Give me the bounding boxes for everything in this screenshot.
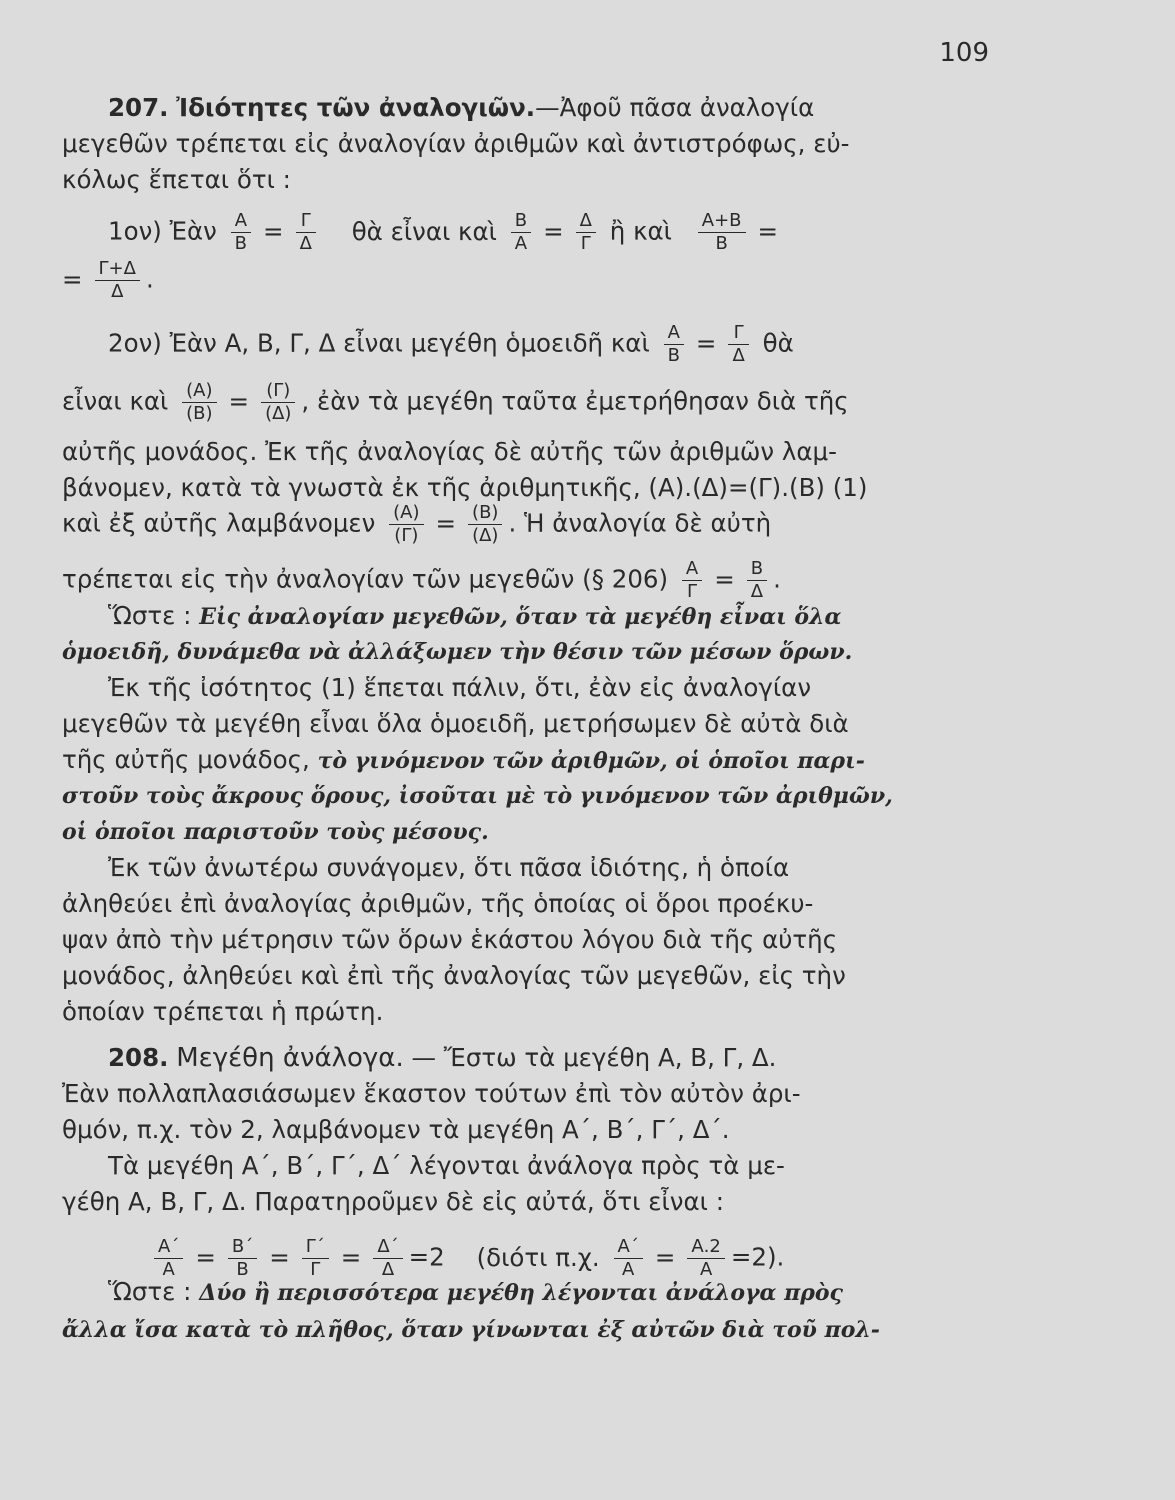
numerator: Β bbox=[747, 558, 767, 581]
denominator: Δ bbox=[732, 345, 745, 366]
text-line: μεγεθῶν τρέπεται εἰς ἀναλογίαν ἀριθμῶν καὶ ἀντιστρόφως, εὐ- bbox=[62, 129, 850, 158]
numerator: Α.2 bbox=[687, 1236, 725, 1259]
numerator: Γ΄ bbox=[302, 1236, 329, 1259]
text-line: βάνομεν, κατὰ τὰ γνωστὰ ἐκ τῆς ἀριθμητικῆς, (Α).(Δ)=(Γ).(Β) (1) bbox=[62, 473, 868, 502]
denominator: Δ bbox=[299, 233, 312, 254]
numerator: Β΄ bbox=[228, 1236, 257, 1259]
text-line: Ἐκ τῆς ἰσότητος (1) ἕπεται πάλιν, ὅτι, ἐὰν εἰς ἀναλογίαν bbox=[108, 673, 812, 702]
numerator: Β bbox=[511, 210, 531, 233]
text-line: κόλως ἕπεται ὅτι : bbox=[62, 165, 291, 194]
text: θὰ bbox=[762, 328, 794, 358]
denominator: (Γ) bbox=[394, 525, 419, 546]
text: =2). bbox=[730, 1242, 785, 1272]
equation-line bbox=[148, 1236, 784, 1281]
text-line: ψαν ἀπὸ τὴν μέτρησιν τῶν ὅρων ἑκάστου λόγου διὰ τῆς αὐτῆς bbox=[62, 925, 838, 954]
text: Ὥστε : bbox=[108, 601, 192, 630]
fraction bbox=[95, 258, 140, 303]
italic-text-line: ἄλλα ἴσα κατὰ τὸ πλῆθος, ὅταν γίνωνται ἐξ αὐτῶν διὰ τοῦ πολ- bbox=[62, 1317, 880, 1343]
section-title: Ἰδιότητες τῶν ἀναλογιῶν. bbox=[176, 93, 536, 122]
denominator: Α bbox=[514, 233, 528, 254]
item-label: 2ον) Ἐὰν Α, Β, Γ, Δ εἶναι μεγέθη ὁμοειδῆ καὶ bbox=[108, 328, 650, 358]
fraction bbox=[228, 1236, 257, 1281]
text-line bbox=[62, 380, 849, 425]
text: τῆς αὐτῆς μονάδος, bbox=[62, 745, 310, 774]
equals-sign: = bbox=[269, 1242, 290, 1272]
equals-sign: = bbox=[714, 564, 735, 594]
equals-sign: = bbox=[543, 216, 564, 246]
item-1-line bbox=[108, 210, 784, 255]
numerator: Δ bbox=[576, 210, 596, 233]
text: — Ἔστω τὰ μεγέθη Α, Β, Γ, Δ. bbox=[411, 1043, 777, 1072]
text: καὶ ἐξ αὐτῆς λαμβάνομεν bbox=[62, 508, 376, 538]
fraction bbox=[468, 502, 502, 547]
equals-sign: = bbox=[62, 264, 83, 294]
equals-sign: = bbox=[340, 1242, 362, 1272]
text-line: Ἐκ τῶν ἀνωτέρω συνάγομεν, ὅτι πᾶσα ἰδιότης, ἡ ὁποία bbox=[108, 853, 790, 882]
page-number: 109 bbox=[939, 38, 989, 68]
fraction bbox=[302, 1236, 329, 1281]
fraction bbox=[231, 210, 251, 255]
denominator: (Δ) bbox=[265, 403, 292, 424]
item-2-line bbox=[108, 322, 794, 367]
denominator: Β bbox=[234, 233, 248, 254]
fraction bbox=[296, 210, 316, 255]
conclusion-line bbox=[108, 600, 841, 633]
item-label: 1ον) Ἐὰν bbox=[108, 216, 217, 246]
fraction bbox=[698, 210, 746, 255]
fraction bbox=[373, 1236, 402, 1281]
numerator: Γ bbox=[728, 322, 748, 345]
text: , ἐὰν τὰ μεγέθη ταῦτα ἐμετρήθησαν διὰ τῆς bbox=[301, 386, 849, 416]
equals-sign: = bbox=[195, 1242, 216, 1272]
numerator: Α bbox=[231, 210, 251, 233]
equals-sign: = bbox=[228, 386, 250, 416]
text: (διότι π.χ. bbox=[476, 1242, 600, 1272]
fraction bbox=[154, 1236, 183, 1281]
italic-text-line: στοῦν τοὺς ἄκρους ὅρους, ἰσοῦται μὲ τὸ γινόμενον τῶν ἀριθμῶν, bbox=[62, 783, 893, 809]
text: . bbox=[145, 264, 154, 294]
denominator: Γ bbox=[580, 233, 591, 254]
denominator: (Β) bbox=[186, 403, 213, 424]
fraction bbox=[728, 322, 748, 367]
denominator: Δ bbox=[750, 581, 764, 602]
text: —Ἀφοῦ πᾶσα ἀναλογία bbox=[535, 93, 815, 122]
fraction bbox=[614, 1236, 643, 1281]
text: . bbox=[773, 564, 781, 594]
section-208-heading-line bbox=[108, 1042, 776, 1074]
fraction bbox=[682, 558, 702, 603]
section-207-heading-line bbox=[108, 92, 814, 124]
text-line: ὁποίαν τρέπεται ἡ πρώτη. bbox=[62, 997, 384, 1026]
text-line: Τὰ μεγέθη Α΄, Β΄, Γ΄, Δ΄ λέγονται ἀνάλογα πρὸς τὰ με- bbox=[108, 1151, 785, 1180]
fraction bbox=[261, 380, 295, 425]
denominator: (Δ) bbox=[472, 525, 499, 546]
equals-sign: = bbox=[757, 216, 779, 246]
italic-text-line: οἱ ὁποῖοι παριστοῦν τοὺς μέσους. bbox=[62, 819, 489, 845]
denominator: Β bbox=[667, 345, 680, 366]
numerator: (Γ) bbox=[261, 380, 295, 403]
fraction bbox=[511, 210, 531, 255]
text: θὰ εἶναι καὶ bbox=[351, 216, 497, 246]
italic-text: Δύο ἢ περισσότερα μεγέθη λέγονται ἀνάλογα πρὸς bbox=[199, 1280, 843, 1306]
numerator: (Α) bbox=[182, 380, 216, 403]
conclusion-line bbox=[108, 1276, 843, 1309]
numerator: Α+Β bbox=[698, 210, 746, 233]
text: τρέπεται εἰς τὴν ἀναλογίαν τῶν μεγεθῶν (§ 206) bbox=[62, 564, 669, 594]
text-line bbox=[62, 558, 781, 603]
text: =2 bbox=[408, 1242, 445, 1272]
equals-sign: = bbox=[263, 216, 284, 246]
item-1-continuation bbox=[62, 258, 154, 303]
numerator: Α΄ bbox=[154, 1236, 183, 1259]
text-line bbox=[62, 502, 771, 547]
numerator: Γ+Δ bbox=[95, 258, 140, 281]
text: Ὥστε : bbox=[108, 1277, 192, 1306]
numerator: Α bbox=[664, 322, 684, 345]
fraction bbox=[747, 558, 767, 603]
text-line bbox=[62, 744, 865, 777]
denominator: Β bbox=[715, 233, 728, 254]
numerator: Δ΄ bbox=[373, 1236, 402, 1259]
italic-text: Εἰς ἀναλογίαν μεγεθῶν, ὅταν τὰ μεγέθη εἶναι ὅλα bbox=[199, 604, 842, 630]
italic-text-line: ὁμοειδῆ, δυνάμεθα νὰ ἀλλάξωμεν τὴν θέσιν τῶν μέσων ὅρων. bbox=[62, 639, 853, 665]
numerator: (Α) bbox=[389, 502, 423, 525]
denominator: Δ bbox=[381, 1259, 395, 1280]
text-line: ἀληθεύει ἐπὶ ἀναλογίας ἀριθμῶν, τῆς ὁποίας οἱ ὅροι προέκυ- bbox=[62, 889, 814, 918]
fraction bbox=[389, 502, 423, 547]
fraction bbox=[687, 1236, 725, 1281]
text-line: Ἐὰν πολλαπλασιάσωμεν ἕκαστον τούτων ἐπὶ τὸν αὐτὸν ἀρι- bbox=[62, 1079, 801, 1108]
section-number: 208. bbox=[108, 1043, 169, 1072]
text-line: θμόν, π.χ. τὸν 2, λαμβάνομεν τὰ μεγέθη Α΄, Β΄, Γ΄, Δ΄. bbox=[62, 1115, 730, 1144]
numerator: Γ bbox=[296, 210, 316, 233]
fraction bbox=[664, 322, 684, 367]
text-line: μονάδος, ἀληθεύει καὶ ἐπὶ τῆς ἀναλογίας τῶν μεγεθῶν, εἰς τὴν bbox=[62, 961, 846, 990]
numerator: (Β) bbox=[468, 502, 502, 525]
denominator: Α bbox=[162, 1259, 175, 1280]
fraction bbox=[182, 380, 216, 425]
equals-sign: = bbox=[435, 508, 457, 538]
equals-sign: = bbox=[654, 1242, 676, 1272]
section-title: Μεγέθη ἀνάλογα. bbox=[176, 1043, 404, 1073]
text-line: μεγεθῶν τὰ μεγέθη εἶναι ὅλα ὁμοειδῆ, μετρήσωμεν δὲ αὐτὰ διὰ bbox=[62, 709, 849, 738]
denominator: Β bbox=[236, 1259, 249, 1280]
text-line: αὐτῆς μονάδος. Ἐκ τῆς ἀναλογίας δὲ αὐτῆς τῶν ἀριθμῶν λαμ- bbox=[62, 437, 837, 466]
section-number: 207. bbox=[108, 93, 169, 122]
denominator: Δ bbox=[111, 281, 124, 302]
numerator: Α΄ bbox=[614, 1236, 643, 1259]
text: εἶναι καὶ bbox=[62, 386, 169, 416]
text-line: γέθη Α, Β, Γ, Δ. Παρατηροῦμεν δὲ εἰς αὐτά, ὅτι εἶναι : bbox=[62, 1187, 724, 1216]
denominator: Γ bbox=[310, 1259, 321, 1280]
denominator: Γ bbox=[687, 581, 698, 602]
denominator: Α bbox=[622, 1259, 635, 1280]
italic-text: τὸ γινόμενον τῶν ἀριθμῶν, οἱ ὁποῖοι παρι- bbox=[317, 748, 865, 774]
denominator: Α bbox=[699, 1259, 713, 1280]
text: . Ἡ ἀναλογία δὲ αὐτὴ bbox=[508, 508, 772, 538]
equals-sign: = bbox=[695, 328, 717, 358]
text: ἢ καὶ bbox=[609, 216, 672, 246]
numerator: Α bbox=[682, 558, 702, 581]
fraction bbox=[576, 210, 596, 255]
